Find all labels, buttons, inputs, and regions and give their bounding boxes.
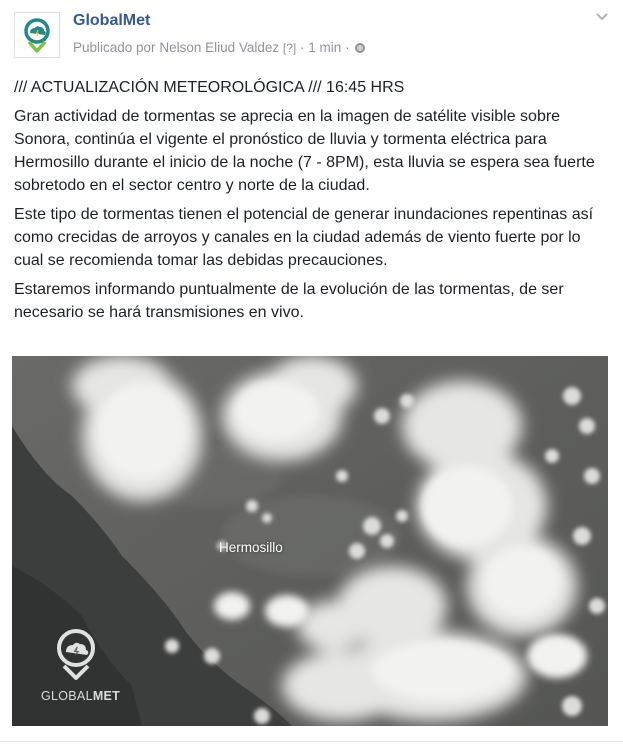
page-name-link[interactable]: GlobalMet xyxy=(73,12,151,29)
post-paragraph: Estaremos informando puntualmente de la evolución de las tormentas, de ser necesario se hará transmisiones en vivo. xyxy=(14,281,564,321)
post-paragraph: Gran actividad de tormentas se aprecia en la imagen de satélite visible sobre Sonora, continúa el vigente el pronóstico de lluvia y tormenta eléctrica para Hermosillo durante el inicio de la noche (7 - 8PM), esta lluvia se espera sea fuerte sobretodo en el sector centro y norte de la ciudad. xyxy=(14,108,595,194)
meta-separator: · xyxy=(300,40,305,55)
published-prefix: Publicado por xyxy=(73,40,156,55)
author-link[interactable]: Nelson Eliud Valdez xyxy=(159,40,280,55)
watermark-part2: MET xyxy=(92,689,121,703)
post-meta xyxy=(73,40,365,55)
chevron-down-icon[interactable] xyxy=(595,12,609,22)
satellite-photo[interactable] xyxy=(12,356,608,726)
post-paragraph: Este tipo de tormentas tienen el potencial de generar inundaciones repentinas así como crecidas de arroyos y canales en la ciudad además de viento fuerte por lo cual se recomienda tomar las debidas precauciones. xyxy=(14,206,594,269)
meta-separator: · xyxy=(345,40,350,55)
city-label: Hermosillo xyxy=(219,540,283,555)
page-avatar[interactable] xyxy=(14,12,60,58)
divider xyxy=(0,741,623,742)
globalmet-watermark-icon xyxy=(56,628,96,682)
globe-icon[interactable] xyxy=(355,43,365,53)
post-headline: /// ACTUALIZACIÓN METEOROLÓGICA /// 16:45 HRS xyxy=(14,79,405,96)
satellite-image xyxy=(12,356,608,726)
post-text xyxy=(14,76,612,330)
globalmet-logo-icon xyxy=(18,16,56,54)
watermark-text xyxy=(41,689,120,703)
help-marker[interactable]: [?] xyxy=(282,41,297,55)
watermark-part1: GLOBAL xyxy=(41,689,93,703)
post-time[interactable]: 1 min xyxy=(308,40,342,55)
